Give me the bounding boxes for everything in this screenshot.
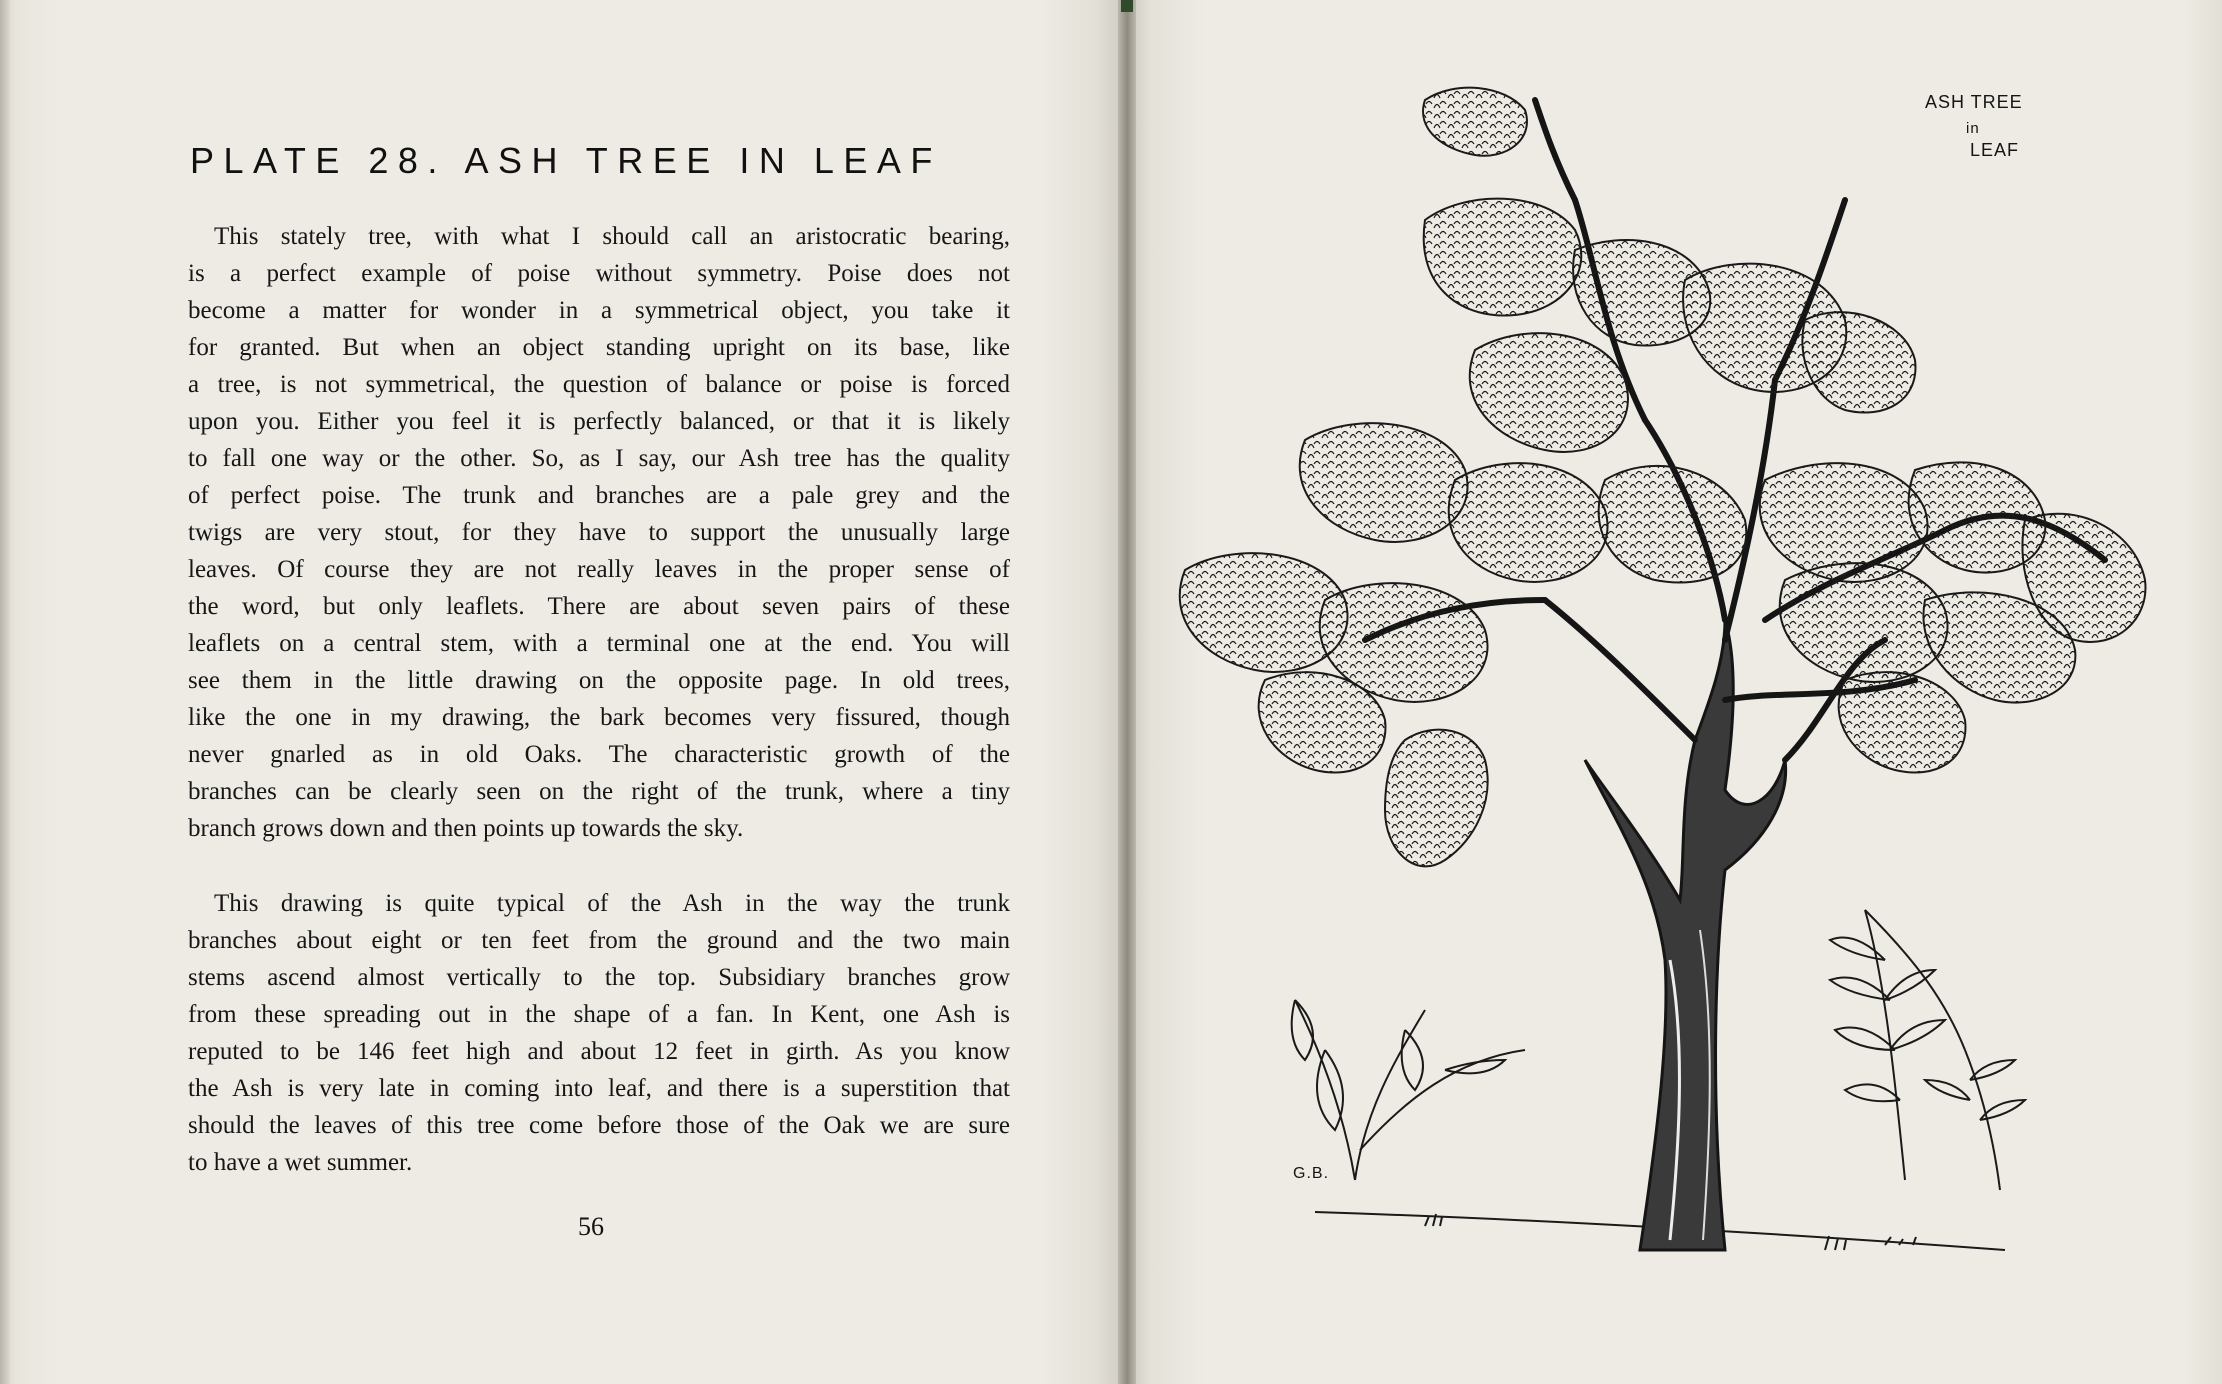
handwritten-in: in	[1966, 120, 1980, 137]
text-line: never gnarled as in old Oaks. The characteristic growth of the	[188, 741, 1010, 768]
text-line: the word, but only leaflets. There are about seven pairs of these	[188, 593, 1010, 620]
ash-tree-illustration	[1125, 0, 2222, 1384]
tree-foliage	[1180, 88, 2146, 867]
handwritten-leaf: LEAF	[1970, 140, 2020, 160]
text-line: twigs are very stout, for they have to support the unusually large	[188, 519, 1010, 546]
text-line: of perfect poise. The trunk and branches are a pale grey and the	[188, 482, 1010, 509]
text-line: is a perfect example of poise without symmetry. Poise does not	[188, 260, 1010, 287]
text-line: upon you. Either you feel it is perfectly balanced, or that it is likely	[188, 408, 1010, 435]
artist-signature: G.B.	[1293, 1165, 1330, 1182]
text-line: stems ascend almost vertically to the top. Subsidiary branches grow	[188, 964, 1010, 991]
text-line: to fall one way or the other. So, as I say, our Ash tree has the quality	[188, 445, 1010, 472]
page-number: 56	[578, 1212, 604, 1241]
text-line: reputed to be 146 feet high and about 12 feet in girth. As you know	[188, 1038, 1010, 1065]
plate-title: PLATE 28. ASH TREE IN LEAF	[190, 140, 942, 181]
text-line: to have a wet summer.	[188, 1149, 413, 1176]
text-line: branch grows down and then points up towards the sky.	[188, 815, 744, 842]
text-line: This drawing is quite typical of the Ash in the way the trunk	[214, 890, 1010, 917]
paragraph-1	[188, 218, 1010, 847]
text-line: see them in the little drawing on the opposite page. In old trees,	[188, 667, 1010, 694]
text-line: leaves. Of course they are not really leaves in the proper sense of	[188, 556, 1010, 583]
text-line: This stately tree, with what I should call an aristocratic bearing,	[214, 223, 1010, 250]
text-line: from these spreading out in the shape of a fan. In Kent, one Ash is	[188, 1001, 1010, 1028]
handwritten-title: ASH TREE	[1925, 92, 2023, 112]
text-line: leaflets on a central stem, with a terminal one at the end. You will	[188, 630, 1010, 657]
text-line: branches about eight or ten feet from the ground and the two main	[188, 927, 1010, 954]
text-line: should the leaves of this tree come before those of the Oak we are sure	[188, 1112, 1010, 1139]
ash-leaf-sketch	[1830, 910, 2025, 1190]
book-edge	[0, 0, 10, 1384]
text-line: branches can be clearly seen on the right of the trunk, where a tiny	[188, 778, 1010, 805]
text-line: become a matter for wonder in a symmetrical object, you take it	[188, 297, 1010, 324]
leaf-sprig-sketch	[1292, 1000, 1525, 1180]
text-line: like the one in my drawing, the bark becomes very fissured, though	[188, 704, 1010, 731]
text-line: for granted. But when an object standing upright on its base, like	[188, 334, 1010, 361]
paragraph-2	[188, 885, 1010, 1181]
text-line: the Ash is very late in coming into leaf, and there is a superstition that	[188, 1075, 1010, 1102]
tree-trunk	[1585, 620, 1786, 1250]
text-line: a tree, is not symmetrical, the question of balance or poise is forced	[188, 371, 1010, 398]
